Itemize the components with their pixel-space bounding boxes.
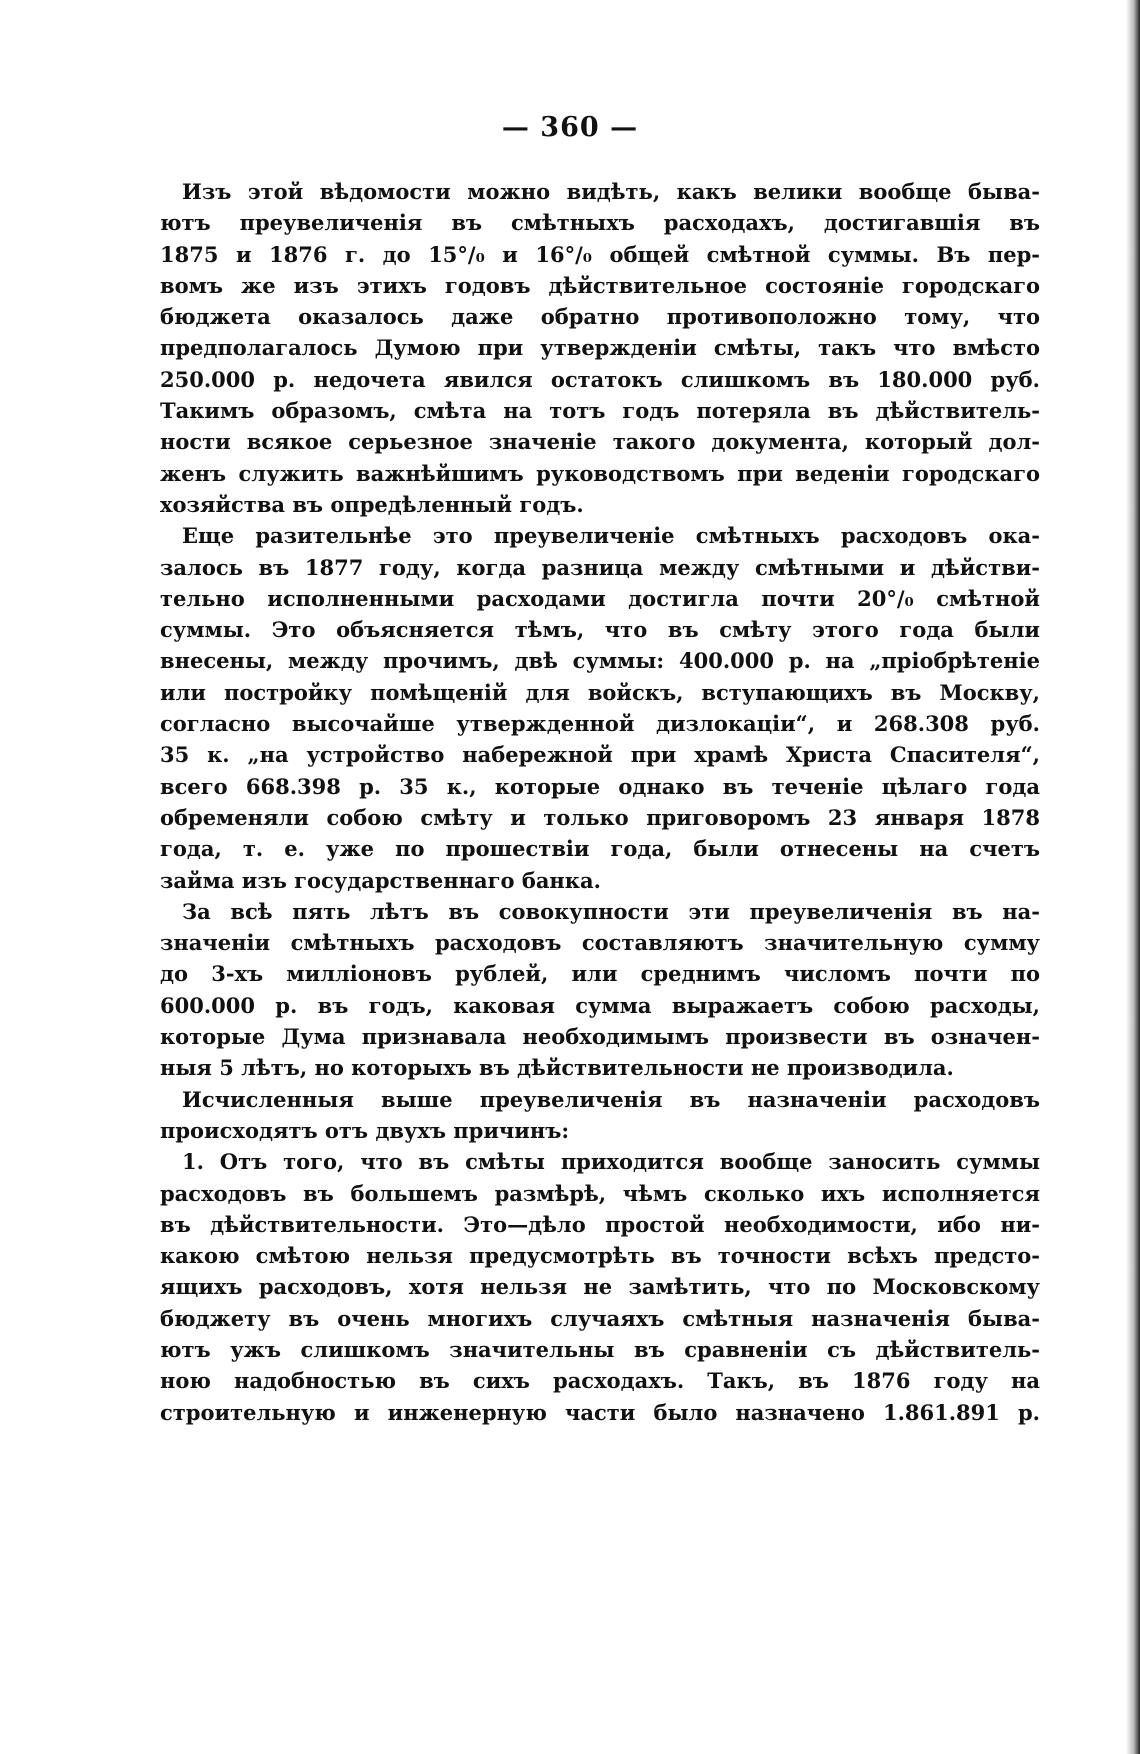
text-line: происходятъ отъ двухъ причинъ:: [160, 1117, 570, 1143]
text-line: вомъ же изъ этихъ годовъ дѣйствительное состояніе городскаго: [160, 272, 1040, 298]
text-line: Изъ этой вѣдомости можно видѣть, какъ велики вообще быва-: [182, 179, 1040, 204]
paragraph: [160, 896, 1040, 1084]
text-line: 600.000 р. въ годъ, каковая сумма выражаетъ собою расходы,: [160, 992, 1040, 1018]
paragraph: [160, 1146, 1040, 1428]
text-line: согласно высочайше утвержденной дизлокаціи“, и 268.308 руб.: [160, 711, 1040, 737]
text-line: 1. Отъ того, что въ смѣты приходится вообще заносить суммы: [182, 1149, 1040, 1175]
text-line: займа изъ государственнаго банка.: [160, 867, 601, 893]
text-line: ящихъ расходовъ, хотя нельзя не замѣтить, что по Московскому: [160, 1274, 1040, 1300]
text-line: бюджета оказалось даже обратно противоположно тому, что: [160, 304, 1040, 330]
text-line: или постройку помѣщеній для войскъ, вступающихъ въ Москву,: [160, 679, 1040, 705]
text-line: Еще разительнѣе это преувеличеніе смѣтныхъ расходовъ ока-: [182, 523, 1040, 549]
text-line: которые Дума признавала необходимымъ произвести въ означен-: [160, 1024, 1040, 1050]
paragraph: [160, 1084, 1040, 1147]
text-line: обременяли собою смѣту и только приговоромъ 23 января 1878: [160, 804, 1040, 830]
text-line: строительную и инженерную части было назначено 1.861.891 р.: [160, 1399, 1040, 1425]
page-number: — 360 —: [501, 112, 639, 143]
text-line: хозяйства въ опредѣленный годъ.: [160, 491, 584, 517]
text-line: ютъ преувеличенія въ смѣтныхъ расходахъ, достигавшія въ: [160, 210, 1040, 236]
text-line: залось въ 1877 году, когда разница между смѣтными и дѣйстви-: [160, 554, 1040, 580]
paragraph: [160, 520, 1040, 896]
text-line: суммы. Это объясняется тѣмъ, что въ смѣту этого года были: [160, 617, 1040, 643]
text-line: ною надобностью въ сихъ расходахъ. Такъ, въ 1876 году на: [160, 1368, 1040, 1394]
text-line: бюджету въ очень многихъ случаяхъ смѣтныя назначенія быва-: [160, 1305, 1040, 1331]
text-line: 250.000 р. недочета явился остатокъ слишкомъ въ 180.000 руб.: [160, 366, 1040, 392]
text-line: Исчисленныя выше преувеличенія въ назначеніи расходовъ: [182, 1086, 1040, 1112]
paragraph: [160, 176, 1040, 520]
text-line: расходовъ въ большемъ размѣрѣ, чѣмъ сколько ихъ исполняется: [160, 1180, 1040, 1206]
text-line: женъ служить важнѣйшимъ руководствомъ при веденіи городскаго: [160, 460, 1040, 486]
text-line: За всѣ пять лѣтъ въ совокупности эти преувеличенія въ на-: [182, 898, 1040, 924]
text-line: ности всякое серьезное значеніе такого документа, который дол-: [160, 429, 1040, 455]
text-line: до 3-хъ милліоновъ рублей, или среднимъ числомъ почти по: [160, 961, 1040, 987]
page-edge-shadow: [1126, 0, 1140, 1754]
text-line: значеніи смѣтныхъ расходовъ составляютъ значительную сумму: [160, 930, 1040, 956]
text-line: 1875 и 1876 г. до 15°/₀ и 16°/₀ общей смѣтной суммы. Въ пер-: [160, 241, 1040, 267]
text-line: тельно исполненными расходами достигла почти 20°/₀ смѣтной: [160, 585, 1040, 611]
text-line: ныя 5 лѣтъ, но которыхъ въ дѣйствительности не производила.: [160, 1055, 954, 1081]
text-line: ютъ ужъ слишкомъ значительны въ сравненіи съ дѣйствитель-: [160, 1336, 1040, 1362]
text-line: какою смѣтою нельзя предусмотрѣть въ точности всѣхъ предсто-: [160, 1243, 1040, 1269]
text-line: всего 668.398 р. 35 к., которые однако въ теченіе цѣлаго года: [160, 773, 1040, 799]
text-line: Такимъ образомъ, смѣта на тотъ годъ потеряла въ дѣйствитель-: [160, 398, 1040, 424]
text-line: предполагалось Думою при утвержденіи смѣты, такъ что вмѣсто: [160, 335, 1040, 361]
text-line: года, т. е. уже по прошествіи года, были отнесены на счетъ: [160, 836, 1040, 862]
text-line: 35 к. „на устройство набережной при храмѣ Христа Спасителя“,: [160, 742, 1040, 768]
body-text: [160, 176, 1040, 1428]
text-line: внесены, между прочимъ, двѣ суммы: 400.000 р. на „пріобрѣтеніе: [160, 648, 1040, 674]
text-line: въ дѣйствительности. Это—дѣло простой необходимости, ибо ни-: [160, 1211, 1040, 1237]
